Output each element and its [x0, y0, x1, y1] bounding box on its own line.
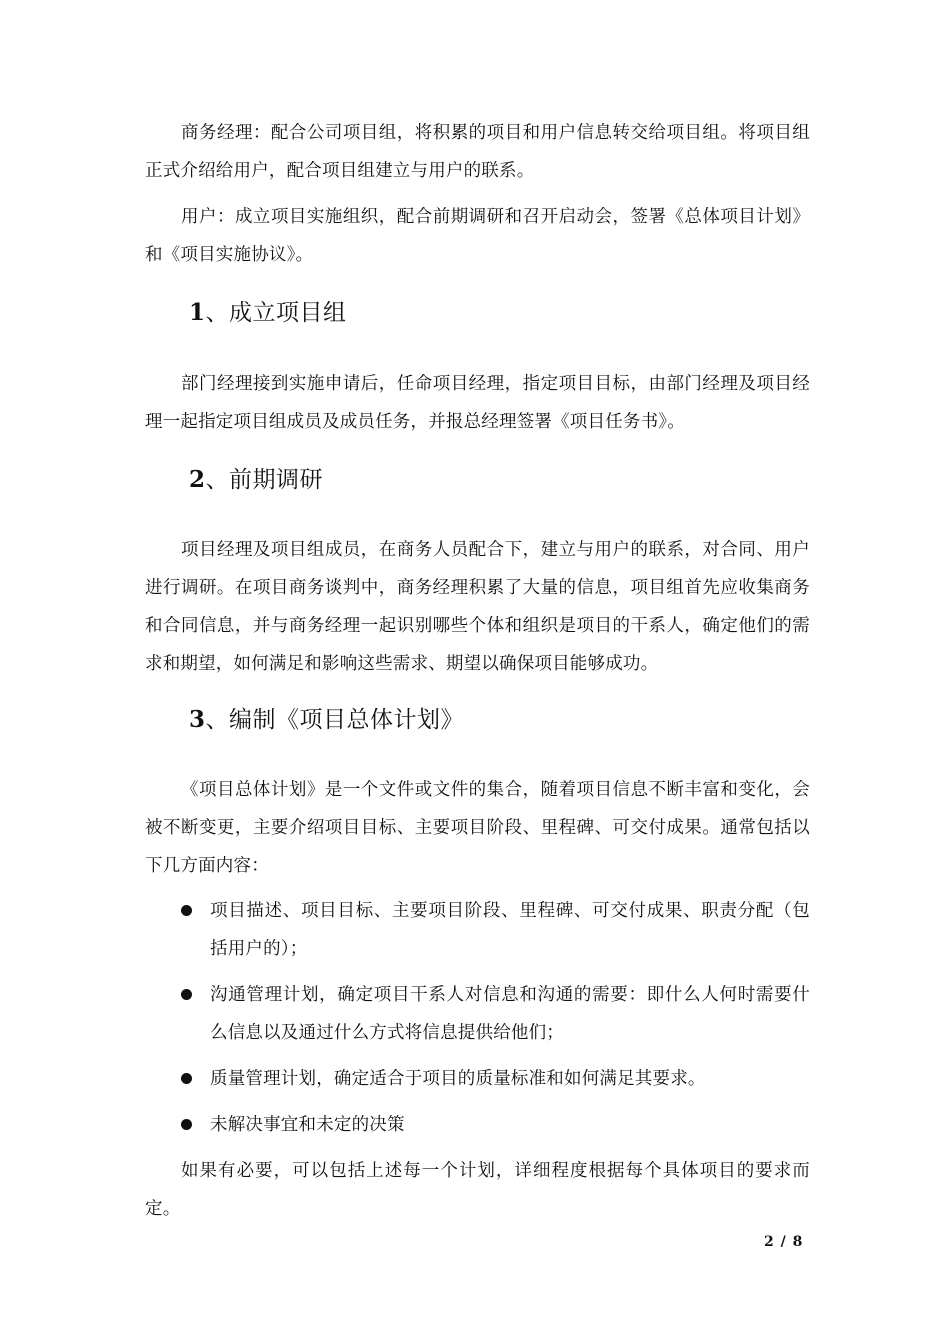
paragraph-user: 用户：成立项目实施组织，配合前期调研和召开启动会，签署《总体项目计划》和《项目实施协议》。	[145, 207, 810, 265]
heading-preliminary-research	[189, 464, 323, 496]
heading-number: 2	[189, 466, 206, 493]
heading-text: 、成立项目组	[205, 300, 347, 326]
paragraph-business-manager: 商务经理：配合公司项目组，将积累的项目和用户信息转交给项目组。将项目组正式介绍给用户，配合项目组建立与用户的联系。	[145, 123, 810, 181]
list-item-text: 未解决事宜和未定的决策	[210, 1115, 405, 1135]
list-item-text: 项目描述、项目目标、主要项目阶段、里程碑、可交付成果、职责分配（包括用户的）；	[210, 901, 810, 959]
paragraph-project-manager: 项目经理及项目组成员，在商务人员配合下，建立与用户的联系，对合同、用户进行调研。在项目商务谈判中，商务经理积累了大量的信息，项目组首先应收集商务和合同信息，并与商务经理一起识别哪些个体和组织是项目的干系人，确定他们的需求和期望，如何满足和影响这些需求、期望以确保项目能够成功。	[145, 540, 810, 674]
heading-number: 3	[189, 706, 206, 733]
heading-overall-plan	[189, 704, 464, 736]
list-item-text: 质量管理计划，确定适合于项目的质量标准和如何满足其要求。	[210, 1069, 706, 1089]
paragraph-overall-plan-intro: 《项目总体计划》是一个文件或文件的集合，随着项目信息不断丰富和变化，会被不断变更，主要介绍项目目标、主要项目阶段、里程碑、可交付成果。通常包括以下几方面内容：	[145, 780, 810, 876]
heading-text: 、编制《项目总体计划》	[205, 707, 465, 733]
paragraph-department-manager: 部门经理接到实施申请后，任命项目经理，指定项目目标，由部门经理及项目经理一起指定项目组成员及成员任务，并报总经理签署《项目任务书》。	[145, 374, 810, 432]
page-number: 2 / 8	[764, 1234, 804, 1250]
paragraph-conclusion: 如果有必要，可以包括上述每一个计划，详细程度根据每个具体项目的要求而定。	[145, 1161, 810, 1219]
heading-number: 1	[189, 299, 206, 326]
heading-establish-team	[189, 297, 347, 329]
bullet-icon	[181, 1119, 192, 1130]
bullet-icon	[181, 989, 192, 1000]
bullet-icon	[181, 905, 192, 916]
heading-text: 、前期调研	[205, 467, 324, 493]
bullet-icon	[181, 1073, 192, 1084]
list-item-text: 沟通管理计划，确定项目干系人对信息和沟通的需要：即什么人何时需要什么信息以及通过什么方式将信息提供给他们；	[210, 985, 810, 1043]
